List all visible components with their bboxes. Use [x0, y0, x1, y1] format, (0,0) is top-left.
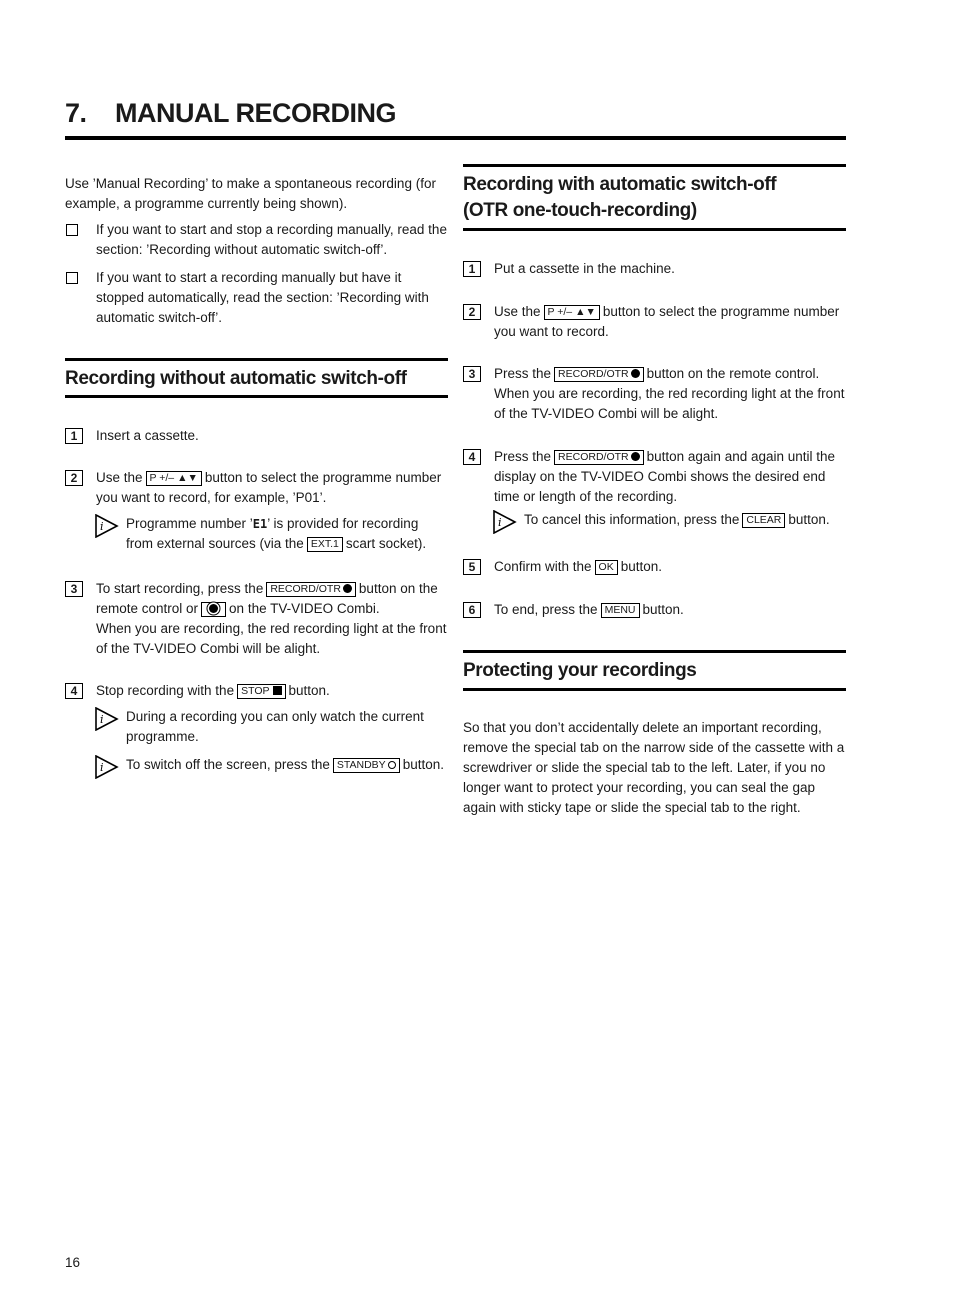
- step-number: 3: [65, 581, 83, 597]
- section-heading: Recording without automatic switch-off: [65, 358, 448, 398]
- step-number: 3: [463, 366, 481, 382]
- svg-text:i: i: [100, 520, 104, 533]
- standby-label: STANDBY: [333, 758, 400, 773]
- chapter-title: MANUAL RECORDING: [115, 98, 396, 128]
- step-number: 4: [65, 683, 83, 699]
- step-number: 1: [65, 428, 83, 444]
- page-title: [65, 96, 846, 140]
- info-icon: [95, 514, 119, 538]
- menu-label: MENU: [601, 603, 640, 618]
- chapter-number: 7.: [65, 98, 87, 128]
- info-icon: [95, 755, 119, 779]
- record-dot-icon: [631, 369, 640, 378]
- svg-text:i: i: [100, 761, 104, 774]
- power-icon: [388, 761, 396, 769]
- step-number: 5: [463, 559, 481, 575]
- left-column: Use ’Manual Recording’ to make a spontaneous recording (for example, a programme currently being shown). If you want to start and stop a recording manually, read the section: ’Recording without automatic switch-off’. If you want to start a recording manually but have it stopped automatically, read the section: ’Recording with automatic switch-off’. Recording without automatic switch-off 1 Insert a cassette. 2 Use the P +/– ▲▼ button to select the programme number you want to record, for example, ’P01’. i Programme number ’E1’ is provided for recording from external sources (via the EXT.1 scart socket). 3 To start recording, press the RECORD/OTR button on the remote control or on the TV-VIDEO Combi. When you are recording, the red recording light at the front of the TV-VIDEO Combi will be alight. 4 Stop recording with the STOP button. i During a recording you can only watch the current programme. i To switch off the screen, press the STANDBY button.: [65, 174, 448, 814]
- step-number: 6: [463, 602, 481, 618]
- program-button-label: P +/– ▲▼: [544, 305, 600, 320]
- step-number: 4: [463, 449, 481, 465]
- record-button-icon: [201, 602, 226, 617]
- step-number: 1: [463, 261, 481, 277]
- page-number: 16: [65, 1255, 81, 1270]
- protect-paragraph: So that you don’t accidentally delete an important recording, remove the special tab on the narrow side of the cassette with a screwdriver or slide the special tab to the left. Later, if you no longer want to protect your recording, you can seal the gap again with sticky tape or slide the special tab to the right.: [463, 720, 845, 815]
- svg-text:i: i: [100, 713, 104, 726]
- intro-text: Use ’Manual Recording’ to make a spontaneous recording (for example, a programme currently being shown).: [65, 176, 436, 211]
- record-dot-icon: [343, 584, 352, 593]
- record-otr-label: RECORD/OTR: [554, 450, 644, 465]
- clear-label: CLEAR: [742, 513, 785, 528]
- ok-label: OK: [595, 560, 618, 575]
- record-otr-label: RECORD/OTR: [266, 582, 356, 597]
- record-otr-label: RECORD/OTR: [554, 367, 644, 382]
- record-dot-icon: [631, 452, 640, 461]
- section-heading: Recording with automatic switch-off (OTR one-touch-recording): [463, 164, 846, 231]
- checkbox-icon: [66, 224, 78, 236]
- right-column: Recording with automatic switch-off (OTR one-touch-recording) 1 Put a cassette in the machine. 2 Use the P +/– ▲▼ button to select the programme number you want to record. 3 Press the RECORD/OTR button on the remote control. When you are recording, the red recording light at the front of the TV-VIDEO Combi will be alight. 4 Press the RECORD/OTR button again and again until the display on the TV-VIDEO Combi shows the desired end time or length of the recording. i To cancel this information, press the CLEAR button. 5 Confirm with the OK button. 6 To end, press the MENU button. Protecting your recordings So that you don’t accidentally delete an important recording, remove the special tab on the narrow side of the cassette with a screwdriver or slide the special tab to the left. Later, if you no longer want to protect your recording, you can seal the gap again with sticky tape or slide the special tab to the right.: [463, 164, 846, 824]
- svg-text:i: i: [498, 516, 502, 529]
- program-button-label: P +/– ▲▼: [146, 471, 202, 486]
- section-heading: Protecting your recordings: [463, 650, 846, 691]
- info-icon: [95, 707, 119, 731]
- stop-label: STOP: [237, 684, 285, 699]
- step-number: 2: [65, 470, 83, 486]
- info-icon: [493, 510, 517, 534]
- ext1-label: EXT.1: [307, 537, 343, 552]
- checkbox-icon: [66, 272, 78, 284]
- step-number: 2: [463, 304, 481, 320]
- stop-square-icon: [273, 686, 282, 695]
- e1-code: E1: [252, 517, 268, 531]
